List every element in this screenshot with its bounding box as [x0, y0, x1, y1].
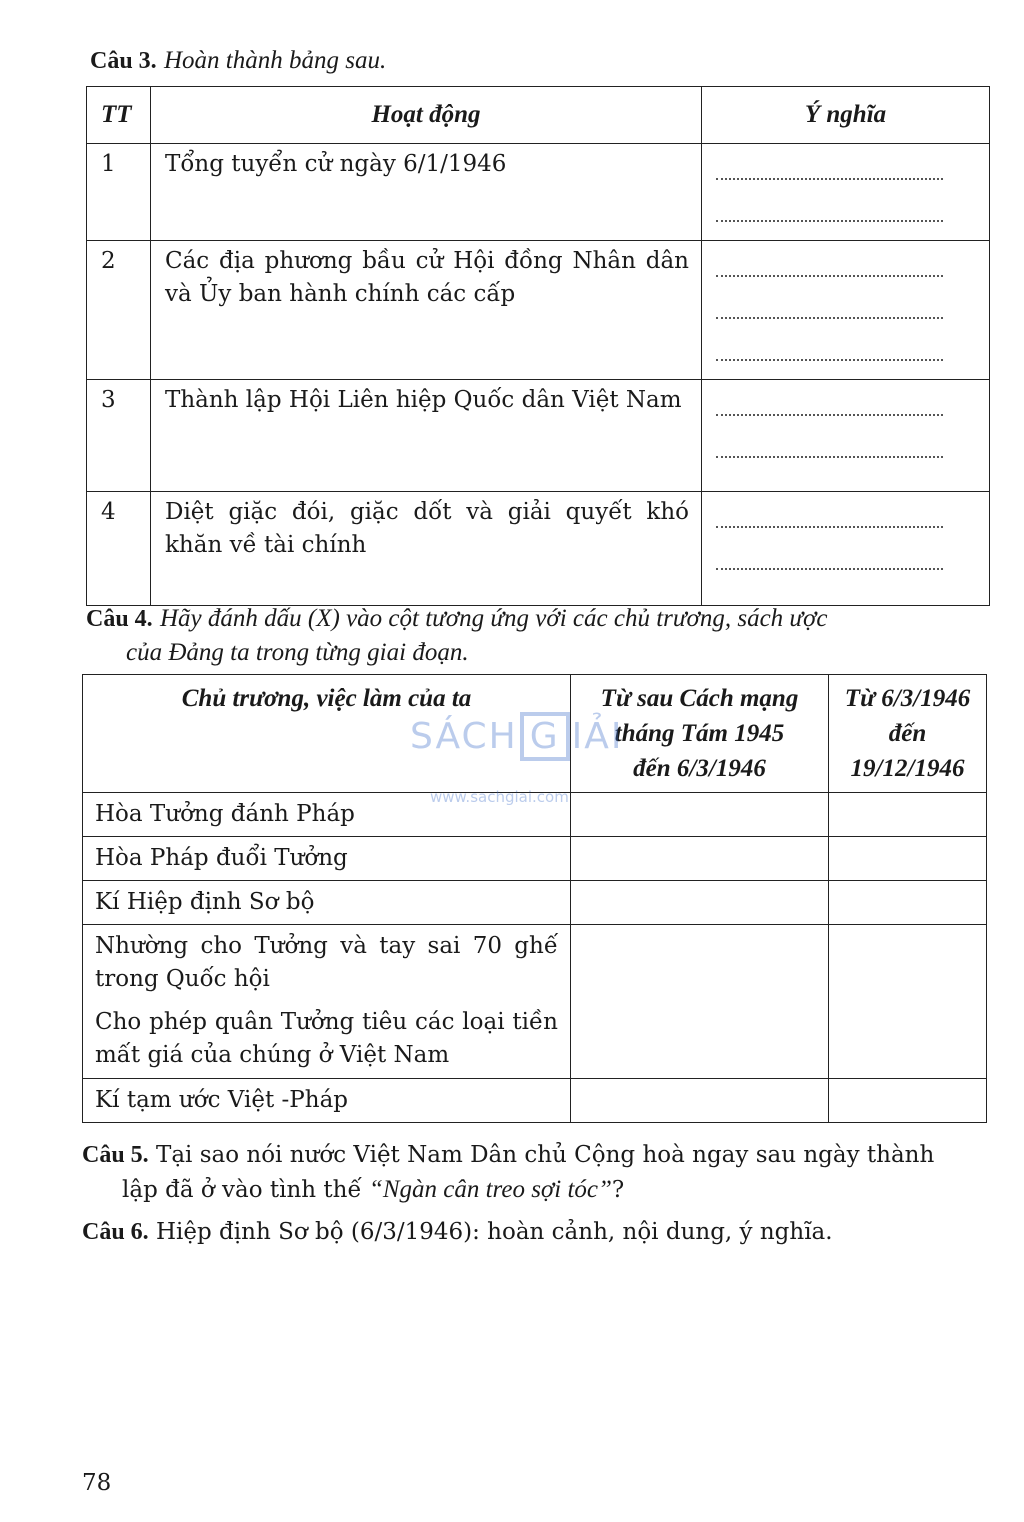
- q3-header-meaning: Ý nghĩa: [702, 87, 990, 144]
- mark-cell-period1[interactable]: [571, 881, 829, 925]
- table-row: [83, 1079, 987, 1123]
- q3-heading: [90, 44, 386, 78]
- table-row: [87, 241, 990, 380]
- table-row: [83, 925, 987, 1079]
- q5-text-line2b: ?: [611, 1177, 625, 1203]
- q4-prompt-line1: Hãy đánh dấu (X) vào cột tương ứng với các chủ trương, sách ược: [160, 605, 828, 632]
- q4-label: Câu 4.: [86, 606, 153, 632]
- q4-header-row: [83, 675, 987, 793]
- mark-cell-period1[interactable]: [571, 793, 829, 837]
- q4-prompt-line2: của Đảng ta trong từng giai đoạn.: [126, 639, 469, 666]
- q4-table: [82, 674, 987, 1123]
- policy-text-b: Cho phép quân Tưởng tiêu các loại tiền mất giá của chúng ở Việt Nam: [95, 1009, 558, 1068]
- page-number: 78: [82, 1470, 112, 1496]
- mark-cell-period2[interactable]: [829, 881, 987, 925]
- q5-label: Câu 5.: [82, 1142, 149, 1168]
- q4-header-period1: [571, 675, 829, 793]
- q4-header-period1-line2: tháng Tám 1945: [614, 720, 785, 747]
- q4-prompt-continuation: [126, 636, 469, 670]
- row-number: 2: [87, 241, 151, 380]
- q4-header-period2-line2: đến: [888, 720, 927, 747]
- watermark-right: IẢI: [571, 716, 624, 757]
- policy-cell: Kí tạm ước Việt -Pháp: [83, 1079, 571, 1123]
- q3-table: [86, 86, 990, 606]
- q6-label: Câu 6.: [82, 1219, 149, 1245]
- policy-cell: Hòa Pháp đuổi Tưởng: [83, 837, 571, 881]
- q3-header-tt: TT: [87, 87, 151, 144]
- mark-cell-period2[interactable]: [829, 793, 987, 837]
- answer-cell[interactable]: [702, 380, 990, 492]
- q5-heading: [82, 1139, 934, 1172]
- answer-cell[interactable]: [702, 144, 990, 241]
- q3-header-row: [87, 87, 990, 144]
- q6-text: Hiệp định Sơ bộ (6/3/1946): hoàn cảnh, nội dung, ý nghĩa.: [156, 1219, 833, 1245]
- table-row: [83, 837, 987, 881]
- mark-cell-period1[interactable]: [571, 925, 829, 1079]
- answer-cell[interactable]: [702, 492, 990, 606]
- policy-cell: Hòa Tưởng đánh Pháp: [83, 793, 571, 837]
- watermark-url: www.sachgiai.com: [430, 788, 569, 806]
- table-row: [87, 380, 990, 492]
- mark-cell-period1[interactable]: [571, 837, 829, 881]
- q3-header-activity: Hoạt động: [151, 87, 702, 144]
- q5-quote: “Ngàn cân treo sợi tóc”: [368, 1176, 612, 1203]
- q5-text-line2a: lập đã ở vào tình thế: [122, 1177, 369, 1203]
- mark-cell-period2[interactable]: [829, 837, 987, 881]
- activity-cell: Các địa phương bầu cử Hội đồng Nhân dân và Ủy ban hành chính các cấp: [151, 241, 702, 380]
- answer-cell[interactable]: [702, 241, 990, 380]
- mark-cell-period2[interactable]: [829, 925, 987, 1079]
- activity-cell: Diệt giặc đói, giặc dốt và giải quyết khó khăn về tài chính: [151, 492, 702, 606]
- q4-header-period2-line1: Từ 6/3/1946: [844, 685, 971, 712]
- q5-text-line1: Tại sao nói nước Việt Nam Dân chủ Cộng hoà ngay sau ngày thành: [156, 1142, 935, 1168]
- table-row: [83, 881, 987, 925]
- table-row: [87, 144, 990, 241]
- q4-header-policy: Chủ trương, việc làm của ta: [83, 675, 571, 793]
- q4-heading: [86, 602, 828, 636]
- table-row: [87, 492, 990, 606]
- q6-heading: [82, 1216, 833, 1249]
- watermark-left: SÁCH: [410, 716, 518, 757]
- row-number: 1: [87, 144, 151, 241]
- mark-cell-period1[interactable]: [571, 1079, 829, 1123]
- policy-text-a: Nhường cho Tưởng và tay sai 70 ghế trong Quốc hội: [95, 933, 558, 992]
- q5-continuation: [122, 1173, 624, 1207]
- mark-cell-period2[interactable]: [829, 1079, 987, 1123]
- q3-prompt: Hoàn thành bảng sau.: [164, 47, 387, 74]
- q4-header-period1-line3: đến 6/3/1946: [633, 755, 766, 782]
- q4-header-period2-line3: 19/12/1946: [850, 755, 965, 782]
- row-number: 4: [87, 492, 151, 606]
- policy-cell: Kí Hiệp định Sơ bộ: [83, 881, 571, 925]
- q3-label: Câu 3.: [90, 48, 157, 74]
- q4-header-period1-line1: Từ sau Cách mạng: [600, 685, 799, 712]
- q4-header-period2: [829, 675, 987, 793]
- watermark-box: G: [520, 712, 570, 761]
- activity-cell: Tổng tuyển cử ngày 6/1/1946: [151, 144, 702, 241]
- row-number: 3: [87, 380, 151, 492]
- policy-cell: [83, 925, 571, 1079]
- activity-cell: Thành lập Hội Liên hiệp Quốc dân Việt Nam: [151, 380, 702, 492]
